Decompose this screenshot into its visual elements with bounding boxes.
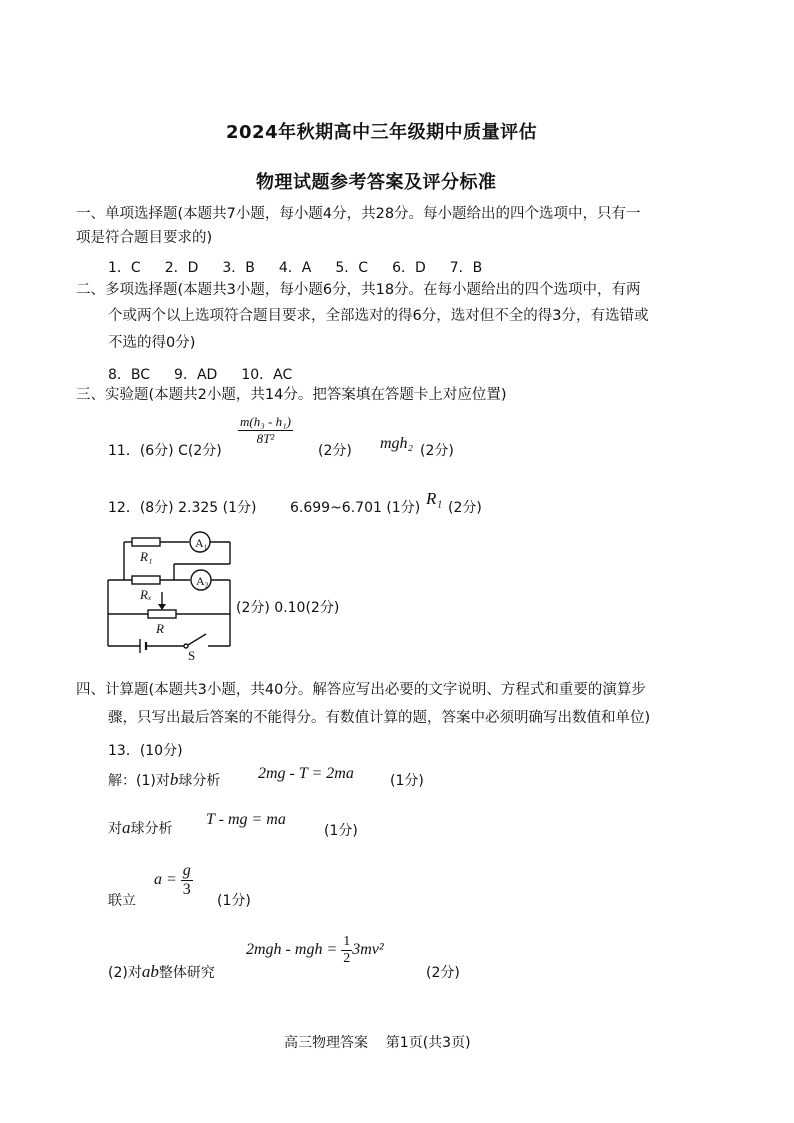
answer-10: 10．AC [241, 367, 293, 383]
section2-header-line2: 个或两个以上选项符合题目要求，全部选对的得6分，选对但不全的得3分，有选错或 [108, 308, 649, 324]
q11-fraction-numerator: m(h₃ - h₁) [240, 414, 291, 429]
q13-step4 [108, 962, 215, 982]
q12-after-circuit: (2分) 0.10(2分) [236, 600, 340, 616]
step3-denominator: 3 [182, 881, 191, 898]
section2-answers [108, 364, 316, 384]
rx-resistor [132, 576, 160, 584]
label-a2: A₂ [196, 574, 209, 588]
step4-rhs: 3mv² [352, 941, 384, 959]
step2-var: a [122, 818, 131, 837]
answer-1: 1．C [108, 260, 141, 276]
label-s: S [188, 648, 196, 660]
answer-8: 8．BC [108, 367, 151, 383]
step4-tail: 整体研究 [158, 965, 215, 981]
answer-5: 5．C [335, 260, 369, 276]
section2-header-line3: 不选的得0分) [108, 335, 196, 351]
q13-step2 [108, 818, 173, 838]
step2-tail: 球分析 [130, 821, 173, 837]
label-r1: R₁ [140, 549, 153, 564]
q11-score1: (2分) [318, 443, 352, 459]
section3-header: 三、实验题(本题共2小题，共14分。把答案填在答题卡上对应位置) [76, 387, 507, 403]
page-footer: 高三物理答案 第1页(共3页) [284, 1035, 471, 1051]
step3-label: 联立 [108, 893, 136, 909]
rheostat-slider-arrow [158, 604, 166, 610]
step4-var: ab [141, 962, 159, 981]
step3-numerator: g [182, 862, 191, 879]
q11-prefix: 11．(6分) C(2分) [108, 443, 222, 459]
r1-resistor [132, 538, 160, 546]
section1-answers [108, 257, 506, 277]
step2-score: (1分) [324, 823, 358, 839]
step3-lhs: a = [154, 871, 177, 889]
document-subtitle: 物理试题参考答案及评分标准 [256, 172, 497, 193]
step1-equation: 2mg - T = 2ma [258, 765, 354, 782]
answer-6: 6．D [392, 260, 426, 276]
step2-equation: T - mg = ma [206, 811, 286, 828]
section1-header-line2: 项是符合题目要求的) [76, 230, 213, 246]
step3-equation [154, 862, 193, 899]
step4-label: (2)对 [108, 965, 142, 981]
section4-header-line2: 骤，只写出最后答案的不能得分。有数值计算的题，答案中必须明确写出数值和单位) [108, 710, 651, 726]
step4-lhs: 2mgh - mgh = [246, 941, 338, 959]
rheostat-r [148, 610, 176, 618]
q11-score2: (2分) [420, 443, 454, 459]
q11-fraction [238, 414, 293, 447]
label-rx: Rₓ [140, 587, 152, 602]
section4-header-line1: 四、计算题(本题共3小题，共40分。解答应写出必要的文字说明、方程式和重要的演算步 [76, 682, 646, 698]
step4-numerator: 1 [343, 934, 351, 949]
answer-7: 7．B [449, 260, 483, 276]
answer-4: 4．A [278, 260, 312, 276]
answer-9: 9．AD [174, 367, 218, 383]
step1-var: b [169, 770, 179, 789]
answer-2: 2．D [164, 260, 199, 276]
step1-score: (1分) [390, 773, 424, 789]
q12-score: (2分) [448, 500, 482, 516]
step2-label: 对 [108, 821, 122, 837]
answer-3: 3．B [222, 260, 255, 276]
switch-s [188, 634, 206, 645]
step4-denominator: 2 [343, 951, 351, 966]
step4-equation [246, 934, 384, 967]
q12-range: 6.699~6.701 (1分) [290, 500, 421, 516]
label-a1: A₁ [195, 536, 208, 550]
document-title: 2024年秋期高中三年级期中质量评估 [226, 122, 538, 143]
step4-score: (2分) [426, 965, 460, 981]
q12-prefix: 12．(8分) 2.325 (1分) [108, 500, 257, 516]
section2-header-line1: 二、多项选择题(本题共3小题，每小题6分，共18分。在每小题给出的四个选项中，有两 [76, 282, 641, 298]
circuit-diagram [104, 528, 234, 660]
step1-label: 解：(1)对 [108, 773, 170, 789]
q13-step1 [108, 770, 220, 790]
q12-r1: R₁ [426, 489, 443, 508]
label-r: R [156, 621, 164, 636]
step3-score: (1分) [217, 893, 251, 909]
section1-header-line1: 一、单项选择题(本题共7小题，每小题4分，共28分。每小题给出的四个选项中，只有一 [76, 206, 641, 222]
q11-expr2: mgh₂ [380, 435, 414, 452]
step1-tail: 球分析 [178, 773, 221, 789]
q11-fraction-denominator: 8T² [256, 431, 275, 446]
q13-title: 13．(10分) [108, 743, 183, 759]
